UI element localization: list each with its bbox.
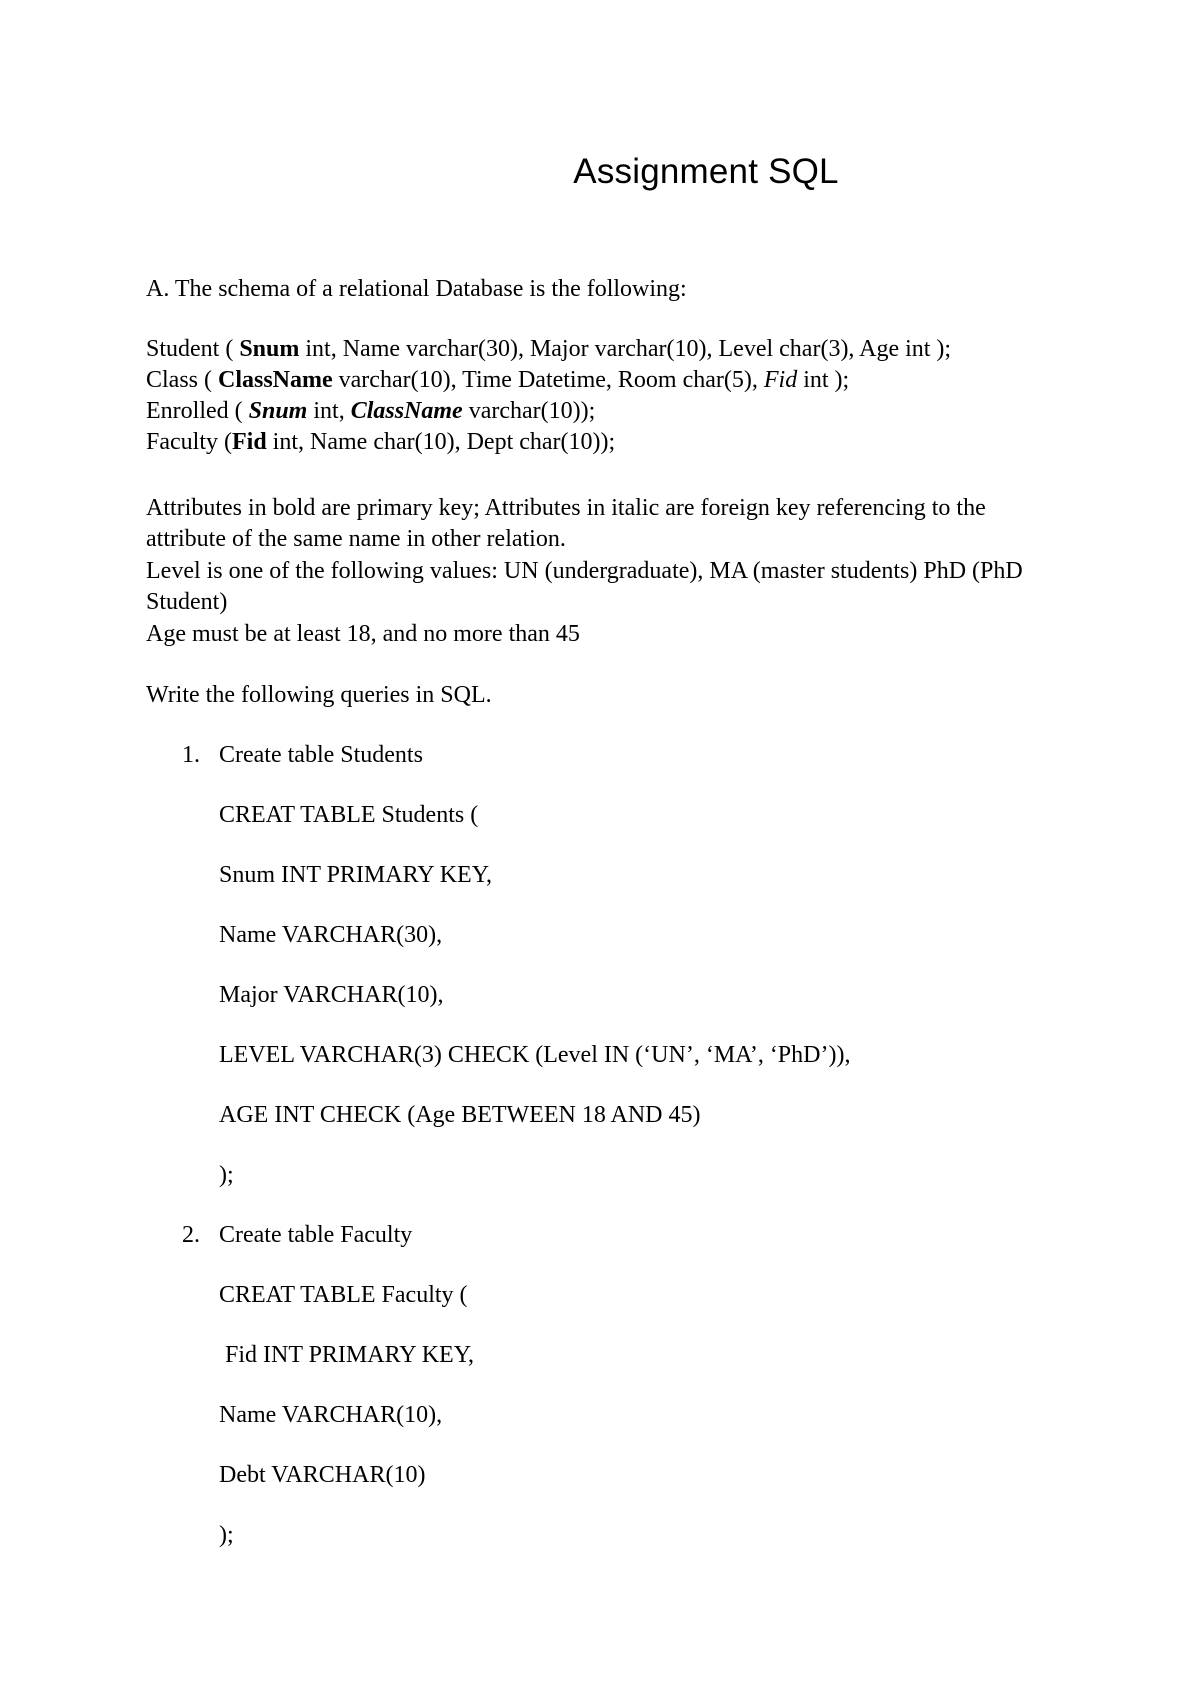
code-line: Debt VARCHAR(10) xyxy=(219,1462,426,1488)
code-line: Name VARCHAR(30), xyxy=(219,922,443,948)
code-line: Major VARCHAR(10), xyxy=(219,982,444,1008)
query-number: 2. xyxy=(182,1222,200,1248)
query-label: Create table Faculty xyxy=(219,1222,413,1248)
schema-faculty: Faculty (Fid int, Name char(10), Dept char(10)); xyxy=(146,429,616,455)
query-number: 1. xyxy=(182,742,200,768)
schema-class: Class ( ClassName varchar(10), Time Datetime, Room char(5), Fid int ); xyxy=(146,367,850,393)
document-title: Assignment SQL xyxy=(573,152,839,191)
schema-intro: A. The schema of a relational Database is the following: xyxy=(146,276,687,302)
code-line: CREAT TABLE Students ( xyxy=(219,802,479,828)
code-line: AGE INT CHECK (Age BETWEEN 18 AND 45) xyxy=(219,1102,701,1128)
foreign-key: Fid xyxy=(763,367,798,393)
code-line: CREAT TABLE Faculty ( xyxy=(219,1282,468,1308)
code-line: LEVEL VARCHAR(3) CHECK (Level IN (‘UN’, ‘MA’, ‘PhD’)), xyxy=(219,1042,851,1068)
note-keys-line2: attribute of the same name in other relation. xyxy=(146,526,566,552)
primary-foreign-key: Snum xyxy=(248,398,308,424)
primary-key: Snum xyxy=(239,336,300,362)
code-line: Snum INT PRIMARY KEY, xyxy=(219,862,492,888)
primary-foreign-key: ClassName xyxy=(350,398,463,424)
note-age: Age must be at least 18, and no more than 45 xyxy=(146,621,580,647)
code-line: Name VARCHAR(10), xyxy=(219,1402,443,1428)
schema-student: Student ( Snum int, Name varchar(30), Major varchar(10), Level char(3), Age int ); xyxy=(146,336,952,362)
code-line: Fid INT PRIMARY KEY, xyxy=(219,1342,474,1368)
note-keys-line1: Attributes in bold are primary key; Attributes in italic are foreign key referencing to the xyxy=(146,495,986,521)
query-label: Create table Students xyxy=(219,742,423,768)
note-level-line2: Student) xyxy=(146,589,228,615)
code-line: ); xyxy=(219,1162,234,1188)
instruction: Write the following queries in SQL. xyxy=(146,682,492,708)
primary-key: Fid xyxy=(231,429,267,455)
schema-enrolled: Enrolled ( Snum int, ClassName varchar(10)); xyxy=(146,398,596,424)
note-level-line1: Level is one of the following values: UN (undergraduate), MA (master students) PhD (PhD xyxy=(146,558,1023,584)
primary-key: ClassName xyxy=(218,367,333,393)
code-line: ); xyxy=(219,1522,234,1548)
